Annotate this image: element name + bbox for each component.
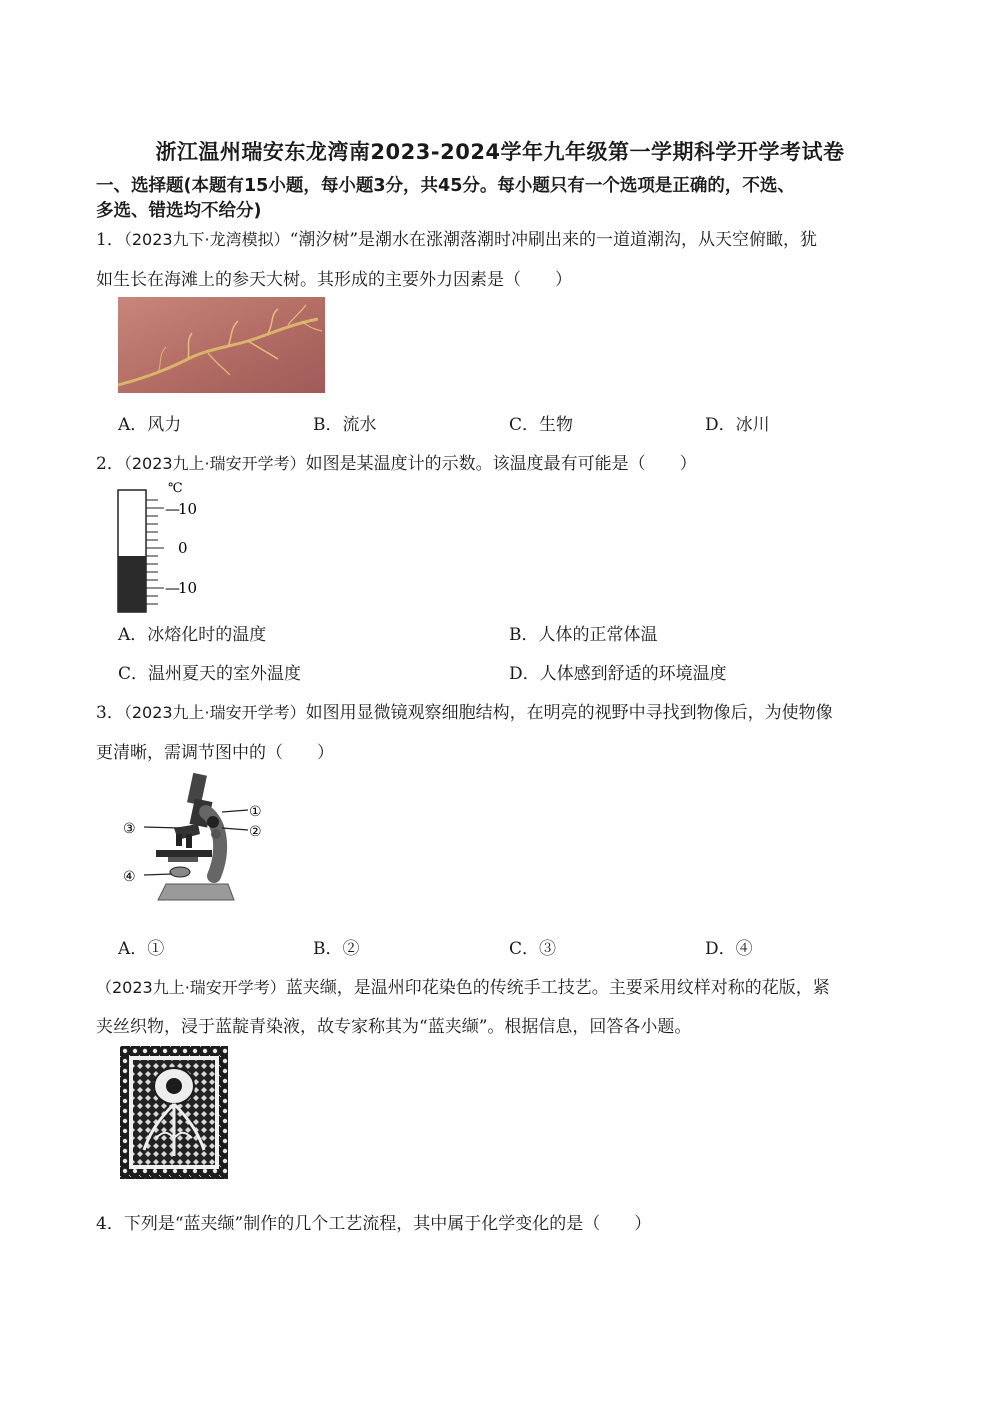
microscope-figure	[118, 772, 273, 907]
intro-source: （2023九上·瑞安开学考）	[96, 978, 286, 997]
q1-line2: 如生长在海滩上的参天大树。其形成的主要外力因素是（ ）	[96, 270, 572, 290]
q2-line1	[96, 453, 697, 475]
microscope-label-2: ②	[249, 824, 262, 840]
q3-option-d: D．④	[705, 939, 753, 959]
thermometer-label-mid: 0	[178, 539, 188, 557]
q2-option-c: C．温州夏天的室外温度	[118, 664, 302, 684]
section-header	[96, 174, 906, 224]
thermometer-figure	[116, 478, 226, 614]
q1-number: 1．	[96, 230, 124, 250]
section-header-line2: 多选、错选均不给分)	[96, 201, 262, 221]
svg-text:—: —	[165, 500, 180, 518]
q3-option-a: A．①	[118, 939, 165, 959]
thermometer-liquid	[118, 556, 146, 612]
intro-text1: 蓝夹缬，是温州印花染色的传统手工技艺。主要采用纹样对称的花版，紧	[285, 978, 830, 998]
q3-number: 3．	[96, 703, 124, 723]
page-title: 浙江温州瑞安东龙湾南2023-2024学年九年级第一学期科学开学考试卷	[155, 140, 845, 164]
q3-option-c: C．③	[509, 939, 557, 959]
q4-number: 4．	[96, 1214, 124, 1234]
q3-line2: 更清晰，需调节图中的（ ）	[96, 743, 334, 763]
q1-option-c: C．生物	[509, 415, 574, 435]
q3-text1: 如图用显微镜观察细胞结构，在明亮的视野中寻找到物像后，为使物像	[305, 703, 833, 723]
thermometer-label-top: 10	[178, 500, 198, 518]
tidal-tree-photo	[118, 297, 325, 393]
blue-clamp-resist-dyeing-image	[120, 1046, 228, 1179]
q2-source: （2023九上·瑞安开学考）	[123, 454, 306, 473]
q1-line1	[96, 229, 817, 251]
q1-option-a: A．风力	[118, 415, 182, 435]
q4-text1: 下列是“蓝夹缬”制作的几个工艺流程，其中属于化学变化的是（ ）	[123, 1214, 652, 1234]
q1-option-b: B．流水	[313, 415, 377, 435]
section-header-line1: 一、选择题(本题有15小题，每小题3分，共45分。每小题只有一个选项是正确的，不选、	[96, 176, 795, 196]
intro-line2: 夹丝织物，浸于蓝靛青染液，故专家称其为“蓝夹缬”。根据信息，回答各小题。	[96, 1017, 692, 1037]
q1-source: （2023九下·龙湾模拟）	[123, 230, 290, 249]
q4-line1	[96, 1213, 651, 1235]
q2-number: 2．	[96, 454, 124, 474]
q2-option-d: D．人体感到舒适的环境温度	[509, 664, 727, 684]
intro-line1	[96, 977, 830, 999]
microscope-label-4: ④	[123, 869, 136, 885]
q2-option-b: B．人体的正常体温	[509, 625, 658, 645]
q3-option-b: B．②	[313, 939, 360, 959]
thermometer-label-bottom: 10	[178, 579, 198, 597]
q2-text1: 如图是某温度计的示数。该温度最有可能是（ ）	[305, 454, 697, 474]
q1-text1: “潮汐树”是潮水在涨潮落潮时冲刷出来的一道道潮沟，从天空俯瞰，犹	[289, 230, 818, 250]
q3-source: （2023九上·瑞安开学考）	[123, 703, 306, 722]
q1-option-d: D．冰川	[705, 415, 770, 435]
q3-line1	[96, 702, 833, 724]
microscope-label-1: ①	[249, 804, 262, 820]
thermometer-unit: ℃	[168, 481, 183, 496]
svg-text:—: —	[165, 579, 180, 597]
microscope-label-3: ③	[123, 821, 136, 837]
q2-option-a: A．冰熔化时的温度	[118, 625, 267, 645]
